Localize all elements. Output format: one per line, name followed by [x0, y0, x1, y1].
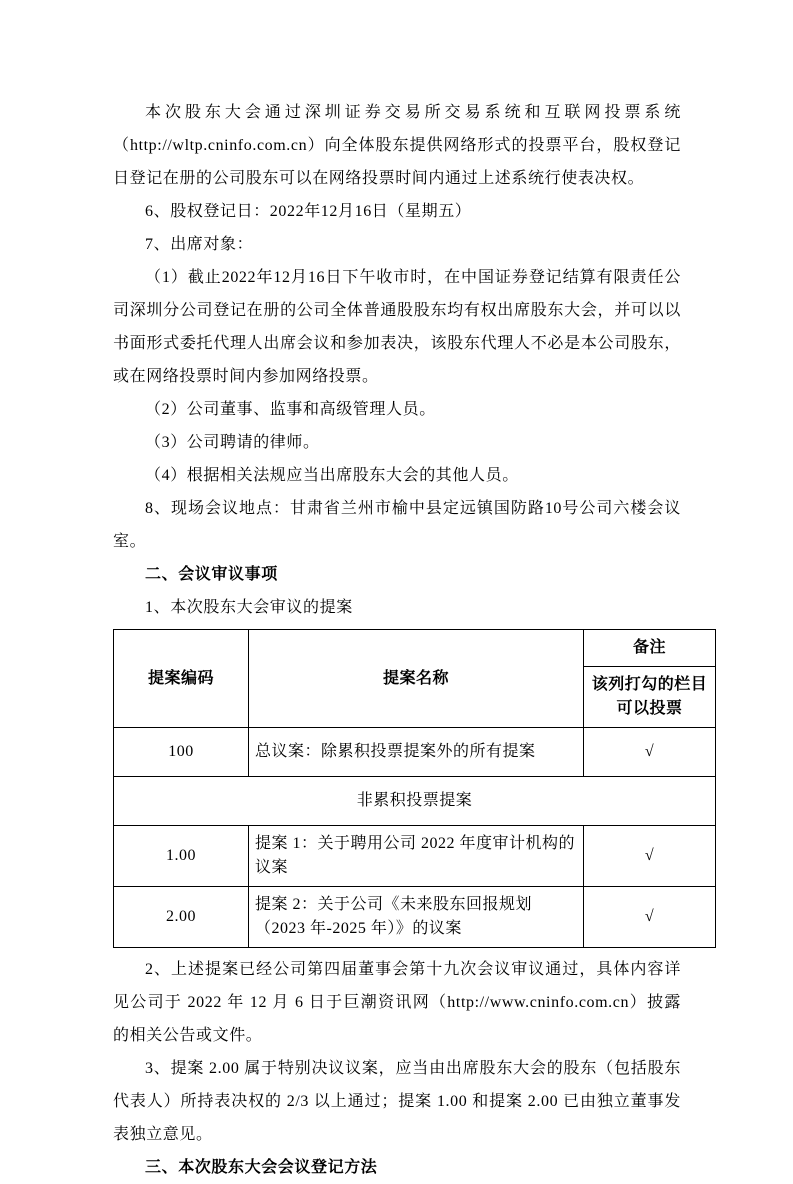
paragraph-board-approval: 2、上述提案已经公司第四届董事会第十九次会议审议通过，具体内容详见公司于 2022 年 12 月 6 日于巨潮资讯网（http://www.cninfo.com.cn）披露的相关公告或文件。	[113, 961, 681, 1044]
cell-proposal-name: 总议案：除累积投票提案外的所有提案	[249, 728, 584, 777]
cell-vote-check: √	[584, 826, 716, 887]
section-heading-review-items: 二、会议审议事项	[145, 566, 278, 583]
item-attendees-title: 7、出席对象：	[145, 236, 254, 253]
cell-proposal-name: 提案 1：关于聘用公司 2022 年度审计机构的议案	[249, 826, 584, 887]
item-attendees-2: （2）公司董事、监事和高级管理人员。	[145, 401, 436, 418]
table-row-general-proposal	[114, 728, 716, 777]
cell-vote-check: √	[584, 728, 716, 777]
header-proposal-code: 提案编码	[114, 630, 249, 728]
paragraph-special-resolution: 3、提案 2.00 属于特别决议议案，应当由出席股东大会的股东（包括股东代表人）所持表决权的 2/3 以上通过；提案 1.00 和提案 2.00 已由独立董事发表独立意见。	[113, 1060, 681, 1143]
cell-proposal-code: 100	[114, 728, 249, 777]
header-remark-note: 该列打勾的栏目可以投票	[584, 667, 716, 728]
paragraph-network-voting: 本次股东大会通过深圳证券交易所交易系统和互联网投票系统（http://wltp.cninfo.com.cn）向全体股东提供网络形式的投票平台，股权登记日登记在册的公司股东可以在网络投票时间内通过上述系统行使表决权。	[113, 104, 681, 187]
item-attendees-4: （4）根据相关法规应当出席股东大会的其他人员。	[145, 467, 519, 484]
cell-proposal-code: 2.00	[114, 887, 249, 948]
cell-proposal-code: 1.00	[114, 826, 249, 887]
cell-proposal-name: 提案 2：关于公司《未来股东回报规划（2023 年-2025 年）》的议案	[249, 887, 584, 948]
section-heading-registration-method: 三、本次股东大会会议登记方法	[145, 1159, 378, 1176]
cell-section-label: 非累积投票提案	[114, 777, 716, 826]
item-attendees-3: （3）公司聘请的律师。	[145, 434, 320, 451]
table-header-row	[114, 630, 716, 667]
table-row-proposal-2	[114, 887, 716, 948]
table-row-proposal-1	[114, 826, 716, 887]
item-attendees-1: （1）截止2022年12月16日下午收市时，在中国证券登记结算有限责任公司深圳分公司登记在册的公司全体普通股股东均有权出席股东大会，并可以以书面形式委托代理人出席会议和参加表决，该股东代理人不必是本公司股东，或在网络投票时间内参加网络投票。	[113, 269, 681, 385]
table-section-row	[114, 777, 716, 826]
proposal-table	[113, 629, 716, 948]
cell-vote-check: √	[584, 887, 716, 948]
item-record-date: 6、股权登记日：2022年12月16日（星期五）	[145, 203, 472, 220]
header-proposal-name: 提案名称	[249, 630, 584, 728]
item-proposal-intro: 1、本次股东大会审议的提案	[145, 599, 353, 616]
header-remark: 备注	[584, 630, 716, 667]
item-meeting-location: 8、现场会议地点：甘肃省兰州市榆中县定远镇国防路10号公司六楼会议室。	[113, 500, 681, 550]
